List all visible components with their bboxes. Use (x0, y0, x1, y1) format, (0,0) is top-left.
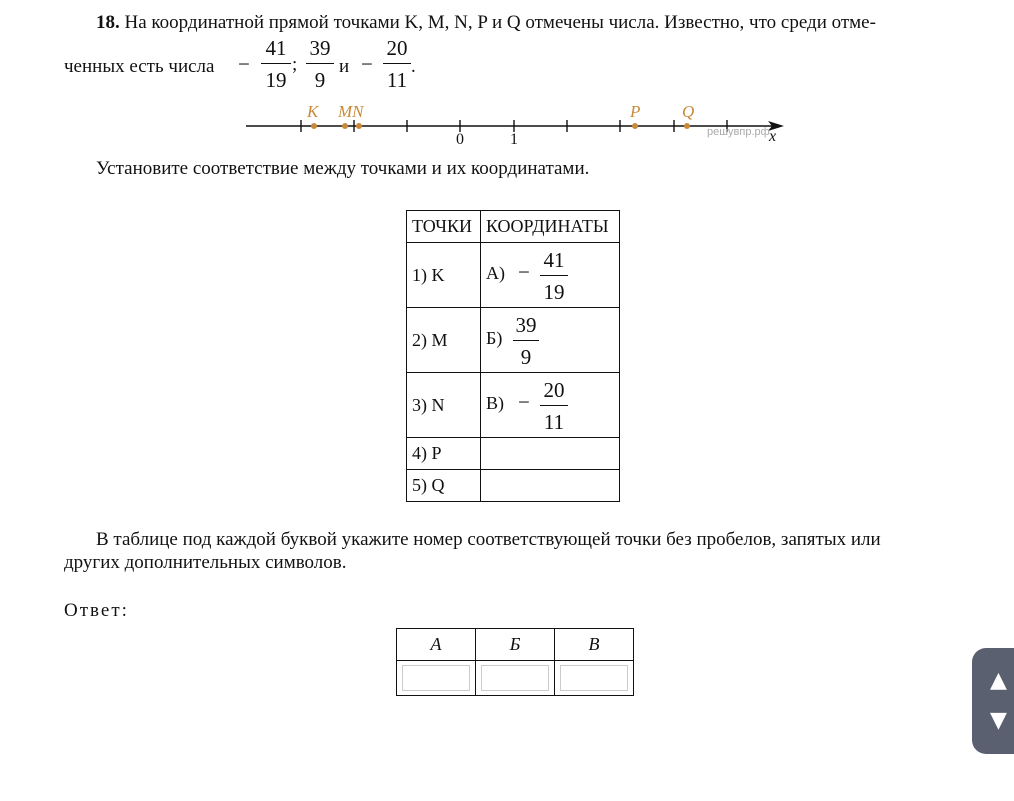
coord-b-label: Б) (486, 328, 503, 348)
answer-header-v: В (555, 629, 634, 661)
coord-cell-a (481, 243, 620, 308)
frac1-num: 41 (265, 36, 287, 60)
coord-cell-b (481, 308, 620, 373)
task-text-1: На координатной прямой точками K, M, N, P и Q отмечены числа. Известно, что среди отме- (124, 12, 876, 33)
point-cell-5: 5) Q (407, 470, 481, 502)
answer-header-b: Б (476, 629, 555, 661)
coord-b-fraction (513, 312, 539, 370)
coord-v-num: 20 (543, 378, 565, 402)
header-points: ТОЧКИ (407, 211, 481, 243)
task-number: 18. (96, 12, 120, 33)
coord-a-sign: − (518, 260, 530, 284)
coord-a-label: А) (486, 263, 505, 283)
point-p-label: P (630, 102, 641, 121)
tick-label-zero: 0 (456, 131, 464, 148)
coord-b-num: 39 (515, 313, 537, 337)
point-q-dot (684, 123, 690, 129)
scroll-down-icon[interactable]: ▼ (990, 708, 1007, 733)
scroll-up-icon[interactable]: ▲ (990, 668, 1007, 693)
table-row (407, 438, 620, 470)
point-mn-label: MN (338, 102, 364, 121)
instruction: Установите соответствие между точками и их координатами. (96, 158, 590, 179)
header-coords: КООРДИНАТЫ (481, 211, 620, 243)
answer-input-v[interactable] (560, 665, 628, 691)
frac2-num: 39 (309, 36, 331, 60)
point-k-dot (311, 123, 317, 129)
separator: ; (292, 54, 298, 75)
answer-table (396, 628, 634, 696)
scroll-nav (972, 648, 1014, 754)
empty-cell (481, 470, 620, 502)
coord-b-den: 9 (520, 345, 532, 369)
empty-cell (481, 438, 620, 470)
coord-v-den: 11 (543, 410, 565, 434)
point-k-label: K (307, 102, 319, 121)
answer-cell-b (476, 661, 555, 696)
coord-a-fraction (540, 247, 568, 305)
point-cell-3: 3) N (407, 373, 481, 438)
watermark: решувпр.рф (707, 126, 770, 138)
answer-header-a: А (397, 629, 476, 661)
match-table (406, 210, 620, 502)
point-m-dot (342, 123, 348, 129)
frac1-sign: − (238, 52, 250, 76)
answer-cell-a (397, 661, 476, 696)
frac3-num: 20 (386, 36, 408, 60)
answer-label: Ответ: (64, 600, 129, 621)
fraction-20-11 (383, 35, 411, 93)
frac3-den: 11 (386, 68, 408, 92)
point-cell-1: 1) K (407, 243, 481, 308)
answer-instruction-1: В таблице под каждой буквой укажите номер соответствующей точки без пробелов, запятых или (96, 529, 881, 550)
answer-cell-v (555, 661, 634, 696)
frac3-sign: − (361, 52, 373, 76)
table-row (407, 243, 620, 308)
answer-header-row (397, 629, 634, 661)
point-p-dot (632, 123, 638, 129)
match-header-row (407, 211, 620, 243)
point-cell-4: 4) P (407, 438, 481, 470)
point-q-label: Q (682, 102, 695, 121)
fraction-39-9 (306, 35, 334, 93)
frac2-den: 9 (314, 68, 326, 92)
coord-v-fraction (540, 377, 568, 435)
coord-v-sign: − (518, 390, 530, 414)
number-line (246, 100, 786, 150)
tick-label-one: 1 (510, 131, 518, 148)
and-word: и (339, 56, 350, 77)
answer-input-b[interactable] (481, 665, 549, 691)
coord-v-label: В) (486, 393, 504, 413)
task-line-1 (96, 12, 876, 34)
axis-label-x: x (769, 128, 777, 145)
coord-a-num: 41 (543, 248, 565, 272)
point-cell-2: 2) M (407, 308, 481, 373)
task-line-2: ченных есть числа (64, 56, 215, 77)
answer-instruction-2: других дополнительных символов. (64, 552, 347, 573)
table-row (407, 373, 620, 438)
period: . (411, 56, 416, 77)
table-row (407, 470, 620, 502)
answer-input-row (397, 661, 634, 696)
frac1-den: 19 (265, 68, 287, 92)
coord-cell-v (481, 373, 620, 438)
coord-a-den: 19 (543, 280, 565, 304)
table-row (407, 308, 620, 373)
point-n-dot (356, 123, 362, 129)
answer-input-a[interactable] (402, 665, 470, 691)
fraction-41-19 (261, 35, 291, 93)
